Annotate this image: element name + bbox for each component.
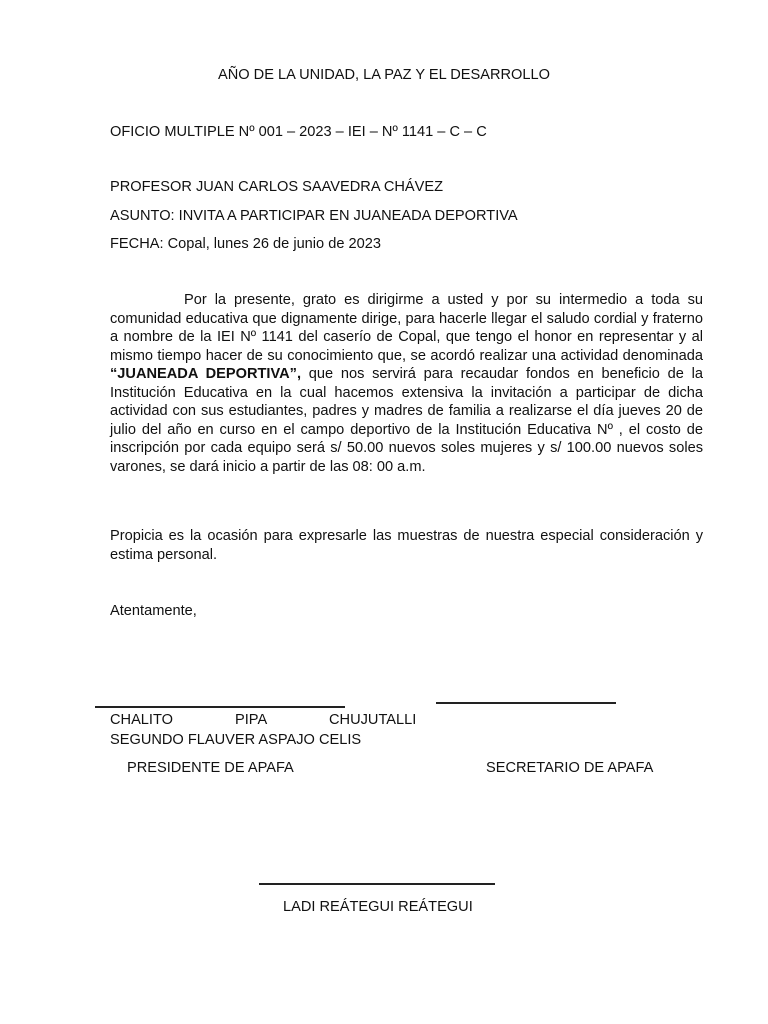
signature-line-president xyxy=(95,706,345,708)
closing-paragraph xyxy=(110,527,703,564)
role-secretary: SECRETARIO DE APAFA xyxy=(486,760,654,776)
closing-text: Propicia es la ocasión para expresarle las muestras de nuestra especial consideración y estima personal. xyxy=(110,528,703,563)
signature-line-director xyxy=(259,883,495,885)
date-line: FECHA: Copal, lunes 26 de junio de 2023 xyxy=(110,236,381,252)
signature-line-secretary xyxy=(436,702,616,704)
document-title: AÑO DE LA UNIDAD, LA PAZ Y EL DESARROLLO xyxy=(218,67,550,83)
recipient-line: PROFESOR JUAN CARLOS SAAVEDRA CHÁVEZ xyxy=(110,179,444,195)
body-paragraph xyxy=(110,291,703,476)
event-name: “JUANEADA DEPORTIVA”, xyxy=(110,366,301,382)
sign-off: Atentamente, xyxy=(110,603,197,619)
body-text-part1: Por la presente, grato es dirigirme a usted y por su intermedio a toda su comunidad educativa que dignamente dirige, para hacerle llegar el saludo cordial y fraterno a nombre de la IEI Nº 1141 del caserío de Copal, que tengo el honor en representar y al mismo tiempo hacer de su conocimiento que, se acordó realizar una actividad denominada xyxy=(110,292,703,364)
body-text-part2: que nos servirá para recaudar fondos en beneficio de la Institución Educativa en la cual hacemos extensiva la invitación a participar de dicha actividad con sus estudiantes, padres y madres de familia a realizarse el día jueves 20 de julio del año en curso en el campo deportivo de la Institución Educativa Nº , el costo de inscripción por cada equipo será s/ 50.00 nuevos soles mujeres y s/ 100.00 nuevos soles varones, se dará inicio a partir de las 08: 00 a.m. xyxy=(110,366,703,475)
signer-names-row xyxy=(110,712,416,728)
signer-name-3: CHUJUTALLI xyxy=(329,712,417,728)
role-president: PRESIDENTE DE APAFA xyxy=(127,760,294,776)
signer-name-1: CHALITO xyxy=(110,712,173,728)
director-name: LADI REÁTEGUI REÁTEGUI xyxy=(283,899,473,915)
signer-full-name: SEGUNDO FLAUVER ASPAJO CELIS xyxy=(110,732,362,748)
subject-line: ASUNTO: INVITA A PARTICIPAR EN JUANEADA DEPORTIVA xyxy=(110,208,518,224)
oficio-number: OFICIO MULTIPLE Nº 001 – 2023 – IEI – Nº 1141 – C – C xyxy=(110,124,487,140)
signer-name-2: PIPA xyxy=(235,712,268,728)
